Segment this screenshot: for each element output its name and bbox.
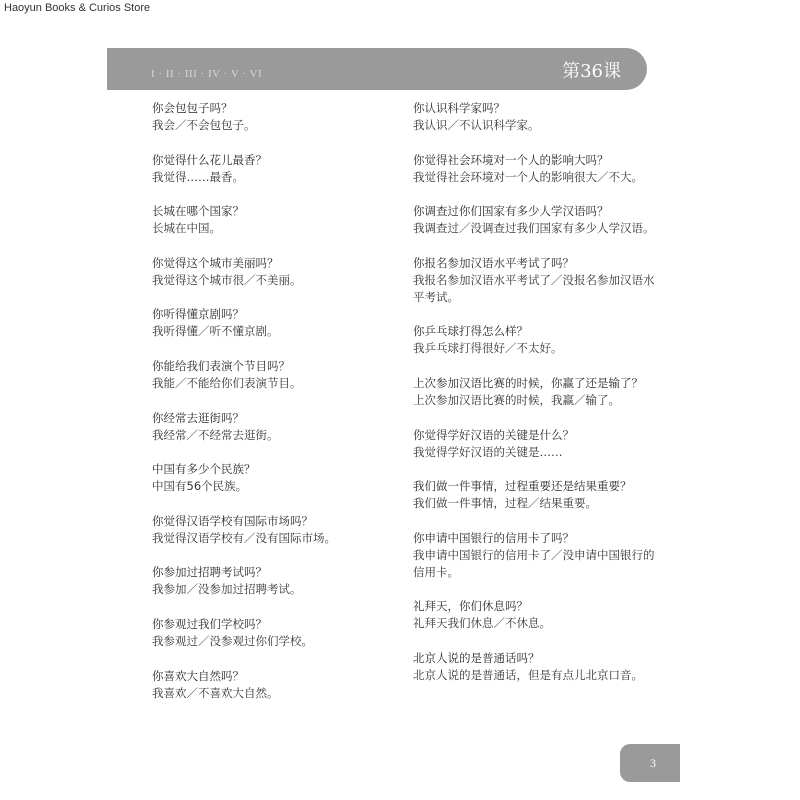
qa-item (152, 410, 402, 444)
qa-item (413, 100, 658, 134)
answer: 北京人说的是普通话，但是有点儿北京口音。 (413, 667, 643, 682)
answer: 我经常／不经常去逛街。 (152, 427, 279, 442)
qa-item (152, 100, 402, 134)
qa-item (413, 650, 658, 684)
answer: 我申请中国银行的信用卡了／没申请中国银行的信用卡。 (413, 547, 655, 579)
left-qa-column (152, 100, 402, 719)
question: 你觉得汉语学校有国际市场吗？ (152, 513, 313, 528)
question: 礼拜天，你们休息吗？ (413, 599, 528, 614)
answer: 我觉得这个城市很／不美丽。 (152, 272, 302, 287)
answer: 我参观过／没参观过你们学校。 (152, 633, 313, 648)
question: 北京人说的是普通话吗？ (413, 650, 540, 665)
answer: 我觉得学好汉语的关键是…… (413, 444, 563, 459)
question: 你能给我们表演个节目吗？ (152, 358, 290, 373)
question: 你觉得什么花儿最香？ (152, 152, 267, 167)
qa-item (152, 513, 402, 547)
qa-item (413, 203, 658, 237)
answer: 礼拜天我们休息／不休息。 (413, 616, 551, 631)
qa-item (413, 323, 658, 357)
question: 长城在哪个国家？ (152, 204, 244, 219)
question: 你觉得社会环境对一个人的影响大吗？ (413, 152, 609, 167)
qa-item (413, 530, 658, 581)
qa-item (152, 461, 402, 495)
right-qa-column (413, 100, 658, 702)
qa-item (413, 375, 658, 409)
answer: 我参加／没参加过招聘考试。 (152, 582, 302, 597)
answer: 我能／不能给你们表演节目。 (152, 375, 302, 390)
question: 你报名参加汉语水平考试了吗？ (413, 255, 574, 270)
question: 你参观过我们学校吗？ (152, 616, 267, 631)
answer: 我乒乓球打得很好／不太好。 (413, 341, 563, 356)
qa-item (413, 598, 658, 632)
question: 你乒乓球打得怎么样？ (413, 324, 528, 339)
question: 你调查过你们国家有多少人学汉语吗？ (413, 204, 609, 219)
question: 你觉得学好汉语的关键是什么？ (413, 427, 574, 442)
answer: 长城在中国。 (152, 221, 221, 236)
lesson-title: 第36课 (562, 61, 621, 82)
qa-item (413, 255, 658, 306)
store-watermark: Haoyun Books & Curios Store (4, 2, 151, 14)
qa-item (413, 478, 658, 512)
question: 你喜欢大自然吗？ (152, 668, 244, 683)
question: 你经常去逛街吗？ (152, 410, 244, 425)
answer: 我觉得汉语学校有／没有国际市场。 (152, 530, 336, 545)
answer: 我会／不会包包子。 (152, 118, 256, 132)
question: 你申请中国银行的信用卡了吗？ (413, 530, 574, 545)
qa-item (152, 668, 402, 702)
question: 我们做一件事情，过程重要还是结果重要？ (413, 479, 632, 494)
answer: 我们做一件事情，过程／结果重要。 (413, 496, 597, 511)
unit-navigation: I · II · III · IV · V · VI (151, 68, 263, 80)
qa-item (152, 616, 402, 650)
qa-item (152, 306, 402, 340)
question: 中国有多少个民族？ (152, 462, 256, 477)
qa-item (152, 203, 402, 237)
answer: 我觉得……最香。 (152, 169, 244, 184)
lesson-header-bar (107, 48, 647, 90)
question: 你觉得这个城市美丽吗？ (152, 255, 279, 270)
answer: 我觉得社会环境对一个人的影响很大／不大。 (413, 169, 643, 184)
answer: 我调查过／没调查过我们国家有多少人学汉语。 (413, 221, 655, 236)
question: 上次参加汉语比赛的时候，你赢了还是输了？ (413, 375, 643, 390)
question: 你会包包子吗？ (152, 101, 233, 115)
question: 你听得懂京剧吗？ (152, 307, 244, 322)
qa-item (413, 152, 658, 186)
question: 你认识科学家吗？ (413, 101, 505, 115)
qa-item (413, 427, 658, 461)
qa-item (152, 152, 402, 186)
qa-item (152, 255, 402, 289)
question: 你参加过招聘考试吗？ (152, 565, 267, 580)
answer: 中国有56个民族。 (152, 479, 248, 494)
qa-item (152, 358, 402, 392)
page-number: 3 (650, 756, 656, 770)
answer: 我报名参加汉语水平考试了／没报名参加汉语水平考试。 (413, 272, 655, 304)
answer: 我认识／不认识科学家。 (413, 118, 540, 132)
answer: 我听得懂／听不懂京剧。 (152, 324, 279, 339)
answer: 我喜欢／不喜欢大自然。 (152, 685, 279, 700)
answer: 上次参加汉语比赛的时候，我赢／输了。 (413, 392, 620, 407)
qa-item (152, 564, 402, 598)
